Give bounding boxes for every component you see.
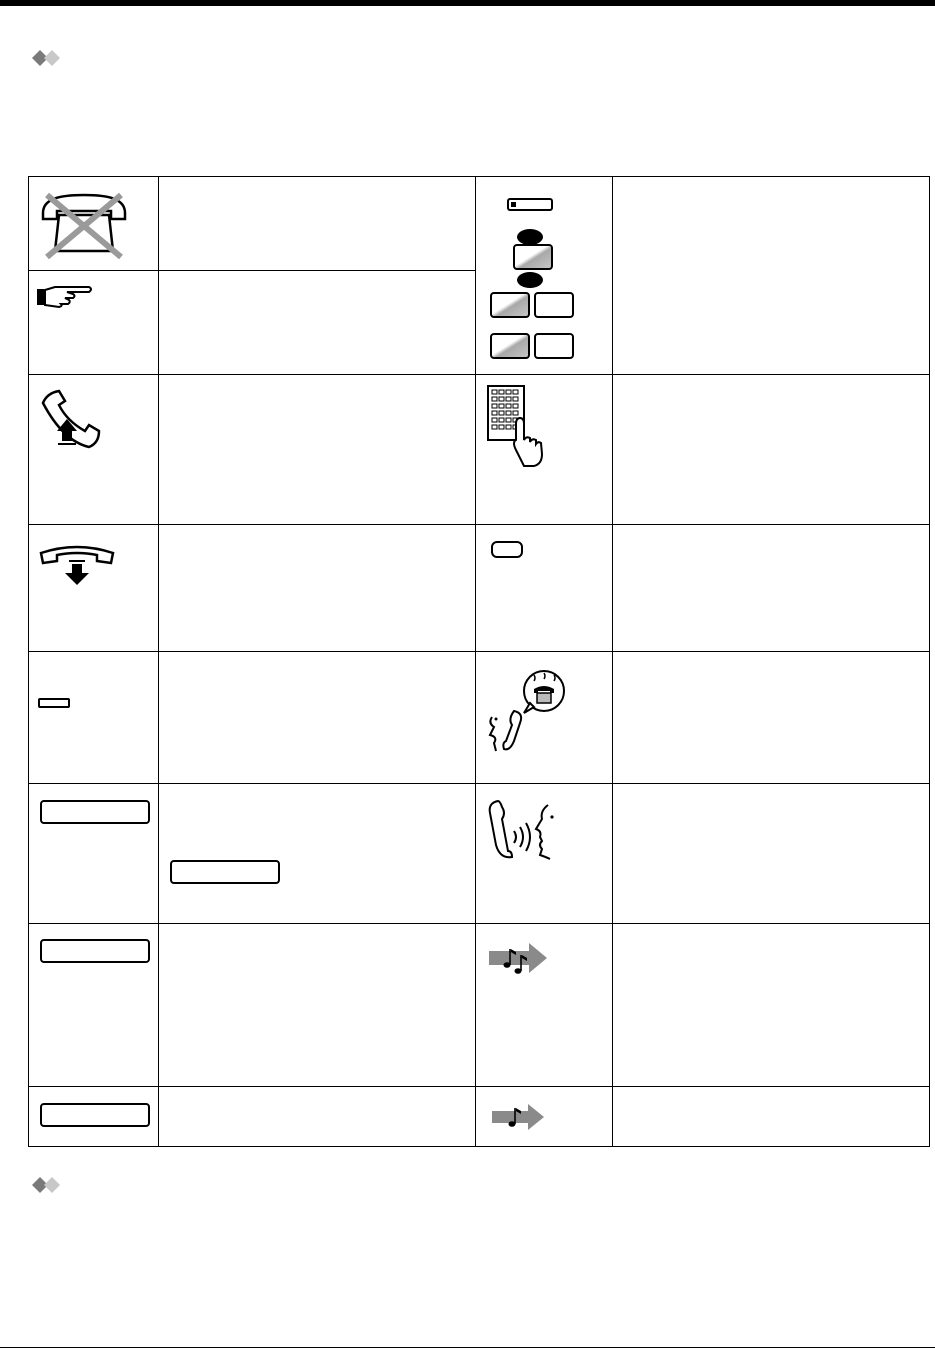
row-divider bbox=[29, 1086, 929, 1087]
row-divider bbox=[29, 923, 929, 924]
column-divider bbox=[612, 177, 613, 1146]
small-flat-key-icon bbox=[37, 695, 73, 711]
row-divider bbox=[29, 651, 929, 652]
small-key-icon bbox=[490, 539, 526, 561]
column-divider bbox=[158, 177, 159, 1146]
tone-arrow-single-note-icon bbox=[490, 1103, 550, 1133]
rectangular-key-icon bbox=[39, 1102, 153, 1130]
row-divider bbox=[29, 524, 929, 525]
pointing-hand-icon bbox=[35, 283, 95, 309]
rectangular-key-icon bbox=[39, 938, 153, 966]
rectangular-key-icon bbox=[39, 799, 153, 827]
column-divider bbox=[475, 177, 476, 1146]
icon-legend-table bbox=[28, 176, 930, 1147]
top-rule bbox=[0, 0, 935, 6]
off-hook-handset-icon bbox=[37, 389, 109, 451]
row-divider bbox=[29, 270, 475, 271]
diamond-pair-icon bbox=[30, 48, 70, 68]
line-key-buttons-icon bbox=[484, 191, 589, 361]
rectangular-key-icon bbox=[169, 859, 283, 887]
row-divider bbox=[29, 783, 929, 784]
crossed-out-telephone-icon bbox=[39, 191, 129, 261]
talk-into-handset-icon bbox=[484, 797, 564, 865]
bottom-rule bbox=[0, 1347, 935, 1348]
diamond-pair-icon bbox=[30, 1175, 70, 1195]
on-hook-handset-icon bbox=[37, 539, 117, 587]
talk-to-ringing-phone-icon bbox=[484, 667, 574, 753]
tone-arrow-double-note-icon bbox=[487, 941, 551, 977]
dial-keypad-icon bbox=[486, 384, 550, 468]
row-divider bbox=[29, 374, 929, 375]
